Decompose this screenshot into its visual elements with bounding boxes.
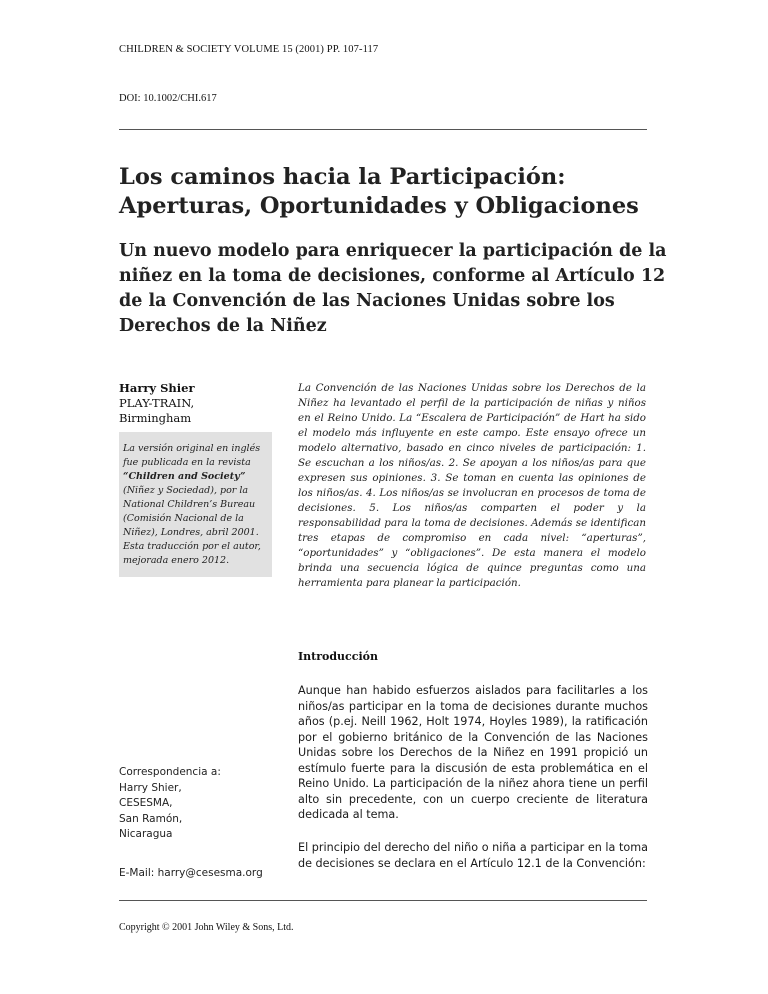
journal-header: CHILDREN & SOCIETY VOLUME 15 (2001) PP. 107-117: [119, 44, 379, 55]
note-text-2: (Niñez y Sociedad), por la National Children’s Bureau (Comisión Nacional de la Niñez), Londres, abril 2001. Esta traducción por el autor, mejorada enero 2012.: [123, 485, 261, 566]
note-text-1: La versión original en inglés fue publicada en la revista: [123, 443, 261, 468]
translation-note-box: [119, 432, 272, 577]
author-affiliation: PLAY-TRAIN,: [119, 396, 195, 410]
intro-paragraph-1: Aunque han habido esfuerzos aislados para facilitarles a los niños/as participar en la toma de decisiones durante muchos años (p.ej. Neill 1962, Holt 1974, Hoyles 1989), la ratificación por el gobierno británico de la Convención de las Naciones Unidas sobre los Derechos de la Niñez en 1991 propició un estímulo fuerte para la discusión de esta problemática en el Reino Unido. La participación de la niñez ahora tiene un perfil alto sin precedente, con un cuerpo creciente de literatura dedicada al tema.: [298, 684, 648, 821]
intro-paragraph-2: El principio del derecho del niño o niña a participar en la toma de decisiones se declara en el Artículo 12.1 de la Convención:: [298, 841, 648, 870]
correspondence-label: Correspondencia a:: [119, 766, 221, 778]
footer-divider: [119, 900, 647, 901]
section-heading: Introducción: [298, 650, 378, 663]
doi-line: DOI: 10.1002/CHI.617: [119, 93, 217, 104]
article-title: Los caminos hacia la Participación: Aperturas, Oportunidades y Obligaciones: [119, 164, 639, 219]
correspondence-city: San Ramón,: [119, 813, 183, 825]
correspondence-org: CESESMA,: [119, 797, 173, 809]
abstract: La Convención de las Naciones Unidas sobre los Derechos de la Niñez ha levantado el perfil de la participación de niñas y niños en el Reino Unido. La “Escalera de Participación” de Hart ha sido el modelo más influyente en este campo. Este ensayo ofrece un modelo alternativo, basado en cinco niveles de participación: 1. Se escuchan a los niños/as. 2. Se apoyan a los niños/as para que expresen sus opiniones. 3. Se toman en cuenta las opiniones de los niños/as. 4. Los niños/as se involucran en procesos de toma de decisiones. 5. Los niños/as comparten el poder y la responsabilidad para la toma de decisiones. Además se identifican tres etapas de compromiso en cada nivel: “aperturas”, “oportunidades” y “obligaciones”. De esta manera el modelo brinda una secuencia lógica de quince preguntas como una herramienta para planear la participación.: [298, 382, 646, 589]
copyright-footer: Copyright © 2001 John Wiley & Sons, Ltd.: [119, 922, 294, 933]
correspondence-email: E-Mail: harry@cesesma.org: [119, 867, 263, 879]
top-divider: [119, 129, 647, 130]
author-city: Birmingham: [119, 411, 192, 425]
article-subtitle: Un nuevo modelo para enriquecer la participación de la niñez en la toma de decisiones, conforme al Artículo 12 de la Convención de las Naciones Unidas sobre los Derechos de la Niñez: [119, 241, 667, 336]
correspondence-name: Harry Shier,: [119, 782, 182, 794]
correspondence-country: Nicaragua: [119, 828, 173, 840]
author-name: Harry Shier: [119, 381, 195, 395]
note-journal-name: “Children and Society”: [123, 471, 246, 482]
